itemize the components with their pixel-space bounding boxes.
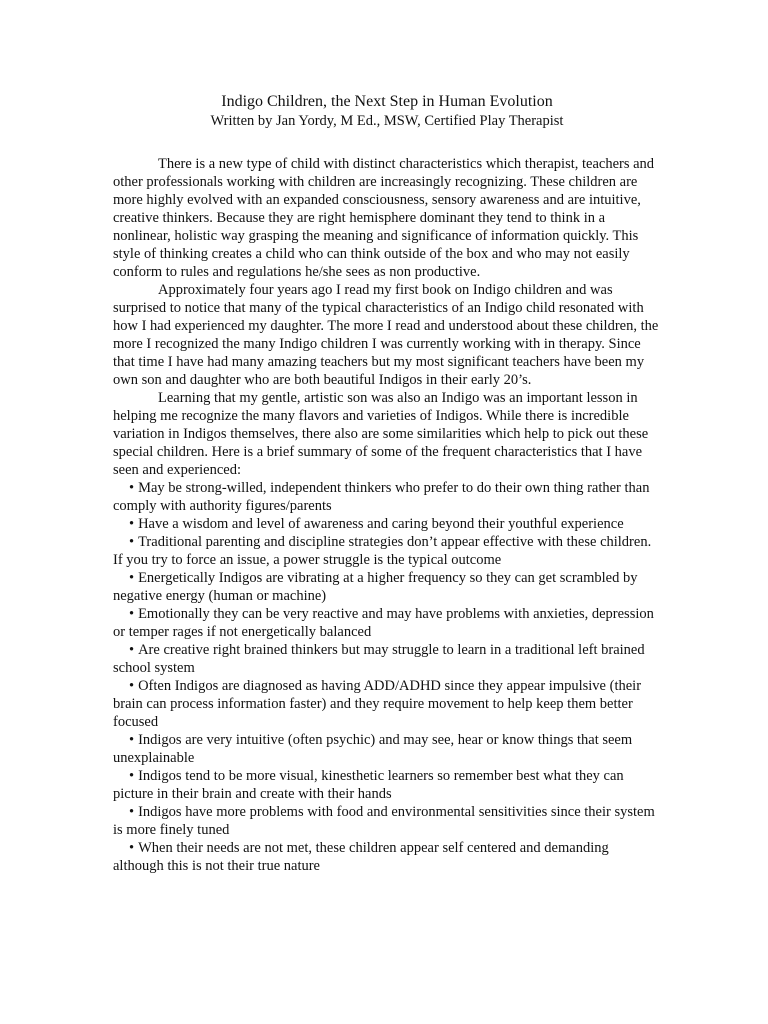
bullet-text: May be strong-willed, independent thinkers who prefer to do their own thing rather than comply with authority figures/parents: [113, 480, 650, 514]
document-byline: Written by Jan Yordy, M Ed., MSW, Certified Play Therapist: [210, 113, 564, 129]
bullet-icon: •: [129, 534, 135, 550]
bullet-item: [113, 533, 661, 569]
document-title: Indigo Children, the Next Step in Human Evolution: [221, 93, 553, 110]
bullet-text: Energetically Indigos are vibrating at a higher frequency so they can get scrambled by negative energy (human or machine): [113, 570, 638, 604]
paragraph-intro: There is a new type of child with distinct characteristics which therapist, teachers and other professionals working with children are increasingly recognizing. These children are more highly evolved with an expanded consciousness, sensory awareness and are intuitive, creative thinkers. Because they are right hemisphere dominant they tend to think in a nonlinear, holistic way grasping the meaning and significance of information quickly. This style of thinking creates a child who can think outside of the box and who may not easily conform to rules and regulations he/she sees as non productive.: [113, 156, 655, 280]
bullet-icon: •: [129, 516, 135, 532]
bullet-text: Are creative right brained thinkers but may struggle to learn in a traditional left brained school system: [113, 642, 645, 676]
bullet-item: [113, 605, 661, 641]
bullet-text: Emotionally they can be very reactive and may have problems with anxieties, depression or temper rages if not energetically balanced: [113, 606, 654, 640]
bullet-item: [113, 479, 661, 515]
bullet-item: [113, 569, 661, 605]
bullet-icon: •: [129, 732, 135, 748]
bullet-list: [113, 479, 661, 875]
document-page: [113, 92, 661, 875]
bullet-icon: •: [129, 678, 135, 694]
bullet-item: [113, 803, 661, 839]
bullet-text: Indigos tend to be more visual, kinesthetic learners so remember best what they can picture in their brain and create with their hands: [113, 768, 624, 802]
bullet-item: [113, 731, 661, 767]
bullet-icon: •: [129, 840, 135, 856]
bullet-text: Traditional parenting and discipline strategies don’t appear effective with these children. If you try to force an issue, a power struggle is the typical outcome: [113, 534, 652, 568]
bullet-icon: •: [129, 570, 135, 586]
paragraph-discovery: Approximately four years ago I read my first book on Indigo children and was surprised to notice that many of the typical characteristics of an Indigo child resonated with how I had experienced my daughter. The more I read and understood about these children, the more I recognized the many Indigo children I was currently working with in therapy. Since that time I have had many amazing teachers but my most significant teachers have been my own son and daughter who are both beautiful Indigos in their early 20’s.: [113, 282, 659, 388]
bullet-icon: •: [129, 642, 135, 658]
bullet-text: Have a wisdom and level of awareness and caring beyond their youthful experience: [138, 516, 624, 532]
bullet-item: [113, 767, 661, 803]
bullet-text: When their needs are not met, these children appear self centered and demanding although this is not their true nature: [113, 840, 609, 874]
bullet-icon: •: [129, 480, 135, 496]
bullet-text: Indigos are very intuitive (often psychic) and may see, hear or know things that seem unexplainable: [113, 732, 633, 766]
bullet-text: Indigos have more problems with food and environmental sensitivities since their system is more finely tuned: [113, 804, 655, 838]
bullet-icon: •: [129, 804, 135, 820]
bullet-item: [113, 515, 661, 533]
bullet-icon: •: [129, 606, 135, 622]
bullet-item: [113, 641, 661, 677]
bullet-icon: •: [129, 768, 135, 784]
paragraph-characteristics: Learning that my gentle, artistic son was also an Indigo was an important lesson in helping me recognize the many flavors and varieties of Indigos. While there is incredible variation in Indigos themselves, there also are some similarities which help to pick out these special children. Here is a brief summary of some of the frequent characteristics that I have seen and experienced:: [113, 390, 649, 478]
bullet-item: [113, 677, 661, 731]
bullet-item: [113, 839, 661, 875]
bullet-text: Often Indigos are diagnosed as having ADD/ADHD since they appear impulsive (their brain can process information faster) and they require movement to help keep them better focused: [113, 678, 642, 730]
